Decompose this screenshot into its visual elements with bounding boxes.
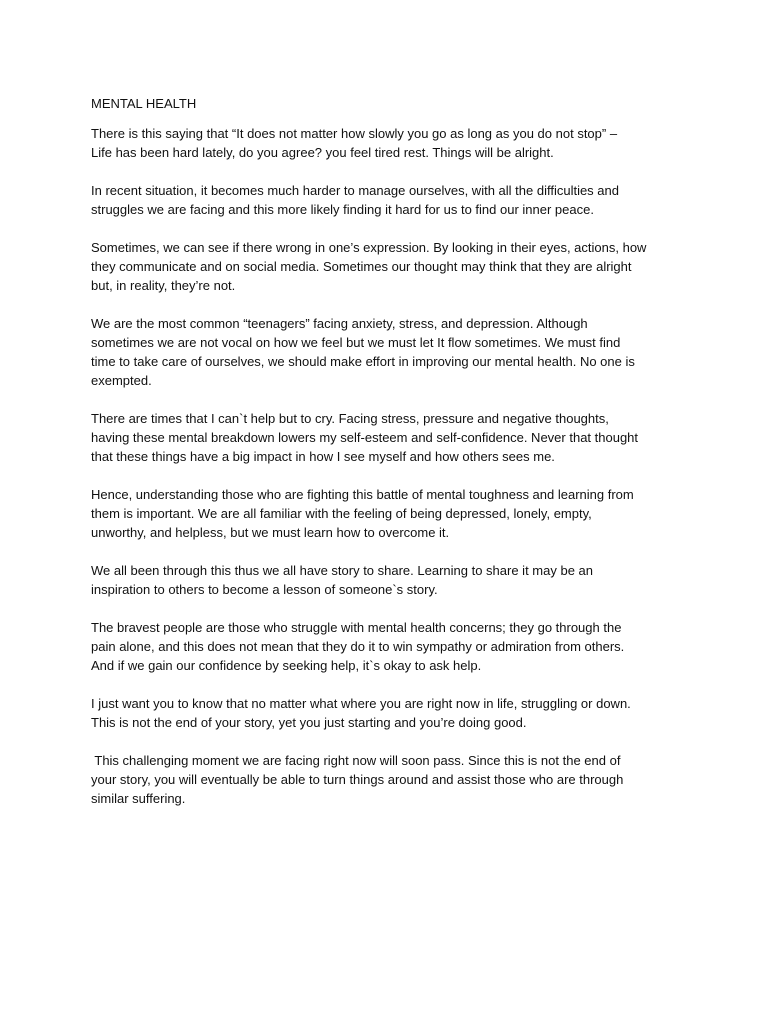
text-line: your story, you will eventually be able to turn things around and assist those who are through bbox=[91, 772, 624, 787]
paragraph bbox=[91, 314, 708, 390]
text-line: And if we gain our confidence by seeking help, it`s okay to ask help. bbox=[91, 658, 482, 673]
paragraph bbox=[91, 485, 708, 542]
text-line: Life has been hard lately, do you agree? you feel tired rest. Things will be alright. bbox=[91, 145, 554, 160]
page-title: MENTAL HEALTH bbox=[91, 96, 197, 111]
text-line: time to take care of ourselves, we should make effort in improving our mental health. No one is bbox=[91, 354, 635, 369]
text-line: The bravest people are those who struggle with mental health concerns; they go through the bbox=[91, 620, 622, 635]
text-line: that these things have a big impact in how I see myself and how others sees me. bbox=[91, 449, 555, 464]
paragraph bbox=[91, 238, 708, 295]
text-line: similar suffering. bbox=[91, 791, 186, 806]
paragraph bbox=[91, 561, 708, 599]
paragraph bbox=[91, 694, 708, 732]
text-line: Hence, understanding those who are fighting this battle of mental toughness and learning from bbox=[91, 487, 634, 502]
text-line: sometimes we are not vocal on how we feel but we must let It flow sometimes. We must find bbox=[91, 335, 621, 350]
text-line: This is not the end of your story, yet you just starting and you’re doing good. bbox=[91, 715, 527, 730]
text-line: inspiration to others to become a lesson of someone`s story. bbox=[91, 582, 438, 597]
text-line: pain alone, and this does not mean that they do it to win sympathy or admiration from others. bbox=[91, 639, 625, 654]
text-line: There is this saying that “It does not matter how slowly you go as long as you do not stop” – bbox=[91, 126, 618, 141]
text-line: In recent situation, it becomes much harder to manage ourselves, with all the difficulties and bbox=[91, 183, 619, 198]
paragraph bbox=[91, 618, 708, 675]
text-line: them is important. We are all familiar with the feeling of being depressed, lonely, empty, bbox=[91, 506, 592, 521]
text-line: exempted. bbox=[91, 373, 152, 388]
text-line: unworthy, and helpless, but we must learn how to overcome it. bbox=[91, 525, 450, 540]
text-line: We are the most common “teenagers” facing anxiety, stress, and depression. Although bbox=[91, 316, 588, 331]
text-line: but, in reality, they’re not. bbox=[91, 278, 236, 293]
text-line: I just want you to know that no matter what where you are right now in life, struggling or down. bbox=[91, 696, 631, 711]
text-line: struggles we are facing and this more likely finding it hard for us to find our inner peace. bbox=[91, 202, 594, 217]
text-line: Sometimes, we can see if there wrong in one’s expression. By looking in their eyes, actions, how bbox=[91, 240, 647, 255]
paragraph bbox=[91, 124, 708, 162]
paragraph bbox=[91, 751, 708, 808]
text-line: There are times that I can`t help but to cry. Facing stress, pressure and negative thoughts, bbox=[91, 411, 609, 426]
paragraph bbox=[91, 181, 708, 219]
text-line: We all been through this thus we all have story to share. Learning to share it may be an bbox=[91, 563, 593, 578]
paragraph bbox=[91, 409, 708, 466]
document-body bbox=[91, 124, 708, 808]
text-line: having these mental breakdown lowers my self-esteem and self-confidence. Never that thought bbox=[91, 430, 639, 445]
text-line: they communicate and on social media. Sometimes our thought may think that they are alright bbox=[91, 259, 632, 274]
text-line: This challenging moment we are facing right now will soon pass. Since this is not the end of bbox=[91, 753, 621, 768]
